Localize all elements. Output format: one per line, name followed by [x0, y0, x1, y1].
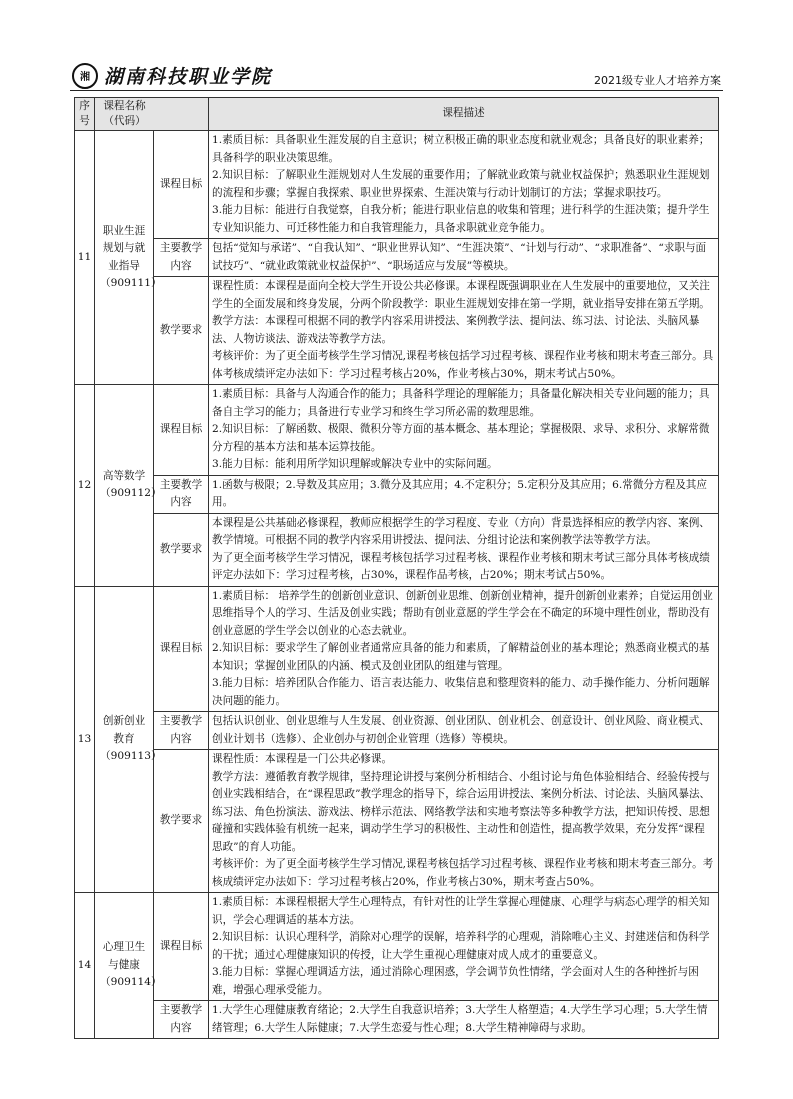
table-row — [75, 475, 719, 513]
row-description — [209, 712, 719, 750]
course-name-cell — [95, 893, 162, 1039]
row-description — [209, 475, 719, 513]
course-code: （909114） — [100, 976, 162, 989]
course-code: （909112） — [100, 487, 162, 500]
table-header-row — [75, 98, 719, 131]
table-row — [75, 385, 719, 476]
course-table — [74, 97, 719, 1039]
description-paragraph: 2.知识目标：要求学生了解创业者通常应具备的能力和素质，了解精益创业的基本理论；熟悉商业模式的基本知识；掌握创业团队的内涵、模式及创业团队的组建与管理。 — [212, 642, 710, 672]
document-title: 2021级专业人才培养方案 — [594, 74, 721, 87]
table-row — [75, 513, 719, 586]
row-label: 课程目标 — [154, 586, 209, 712]
course-name: 职业生涯规划与就业指导 — [102, 224, 146, 272]
description-paragraph: 课程性质：本课程是面向全校大学生开设公共必修课。本课程既强调职业在人生发展中的重要地位，又关注学生的全面发展和终身发展，分两个阶段教学：职业生涯规划安排在第一学期，就业指导安排在第五学期。 — [212, 280, 710, 310]
course-number: 12 — [75, 385, 95, 587]
logo-mark-icon: 湘 — [72, 63, 98, 89]
row-description — [209, 893, 719, 1001]
table-row — [75, 586, 719, 712]
course-code: （909111） — [100, 277, 162, 289]
description-paragraph: 教学方法：本课程可根据不同的教学内容采用讲授法、案例教学法、提问法、练习法、讨论法、头脑风暴法、人物访谈法、游戏法等教学方法。 — [212, 315, 700, 345]
header-num — [75, 98, 95, 131]
row-description — [209, 586, 719, 712]
course-number: 13 — [75, 586, 95, 893]
table-row — [75, 277, 719, 385]
row-description — [209, 277, 719, 385]
row-description — [209, 131, 719, 239]
row-label: 主要教学内容 — [154, 475, 209, 513]
description-paragraph: 教学方法：遵循教育教学规律，坚持理论讲授与案例分析相结合、小组讨论与角色体验相结合、经验传授与创业实践相结合，在“课程思政”教学理念的指导下，综合运用讲授法、案例分析法、讨论法、头脑风暴法、练习法、角色扮演法、游戏法、榜样示范法、网络教学法和实地考察法等多种教学方法，把知识传授、思想碰撞和实践体验有机统一起来，调动学生学习的积极性、主动性和创造性，提高教学效果，充分发挥“课程思政”的育人功能。 — [212, 770, 711, 853]
description-paragraph: 1.函数与极限；2.导数及其应用；3.微分及其应用；4.不定积分；5.定积分及其应用；6.常微分方程及其应用。 — [212, 478, 707, 508]
description-paragraph: 1.素质目标：具备职业生涯发展的自主意识；树立积极正确的职业态度和就业观念；具备良好的职业素养；具备科学的职业决策思维。 — [212, 134, 710, 164]
row-label: 教学要求 — [154, 750, 209, 893]
description-paragraph: 1.素质目标： 培养学生的创新创业意识、创新创业思维、创新创业精神，提升创新创业素养；自觉运用创业思维指导个人的学习、生活及创业实践；帮助有创业意愿的学生学会在不确定的环境中理性创业，帮助没有创业意愿的学生学会以创业的心态去就业。 — [212, 589, 713, 637]
row-label: 课程目标 — [154, 893, 209, 1001]
description-paragraph: 本课程是公共基础必修课程，教师应根据学生的学习程度、专业（方向）背景选择相应的教学内容、案例、教学情境。可根据不同的教学内容采用讲授法、提问法、分组讨论法和案例教学法等教学方法。 — [212, 516, 710, 546]
row-label: 教学要求 — [154, 277, 209, 385]
header-desc: 课程描述 — [209, 98, 719, 131]
row-description — [209, 385, 719, 476]
course-name-cell — [95, 131, 162, 385]
row-description — [209, 513, 719, 586]
course-name: 心理卫生与健康 — [102, 941, 146, 971]
description-paragraph: 课程性质：本课程是一门公共必修课。 — [212, 753, 393, 765]
description-paragraph: 1.素质目标：具备与人沟通合作的能力；具备科学理论的理解能力；具备量化解决相关专业问题的能力；具备自主学习的能力；具备进行专业学习和终生学习所必需的数理思维。 — [212, 388, 710, 418]
course-number: 14 — [75, 893, 95, 1039]
school-name: 湖南科技职业学院 — [104, 66, 273, 88]
header-num-line2: 号 — [79, 115, 90, 127]
course-number: 11 — [75, 131, 95, 385]
school-logo — [72, 62, 272, 89]
description-paragraph: 3.能力目标：培养团队合作能力、语言表达能力、收集信息和整理资料的能力、动手操作能力、分析问题解决问题的能力。 — [212, 677, 710, 707]
description-paragraph: 考核评价：为了更全面考核学生学习情况,课程考核包括学习过程考核、课程作业考核和期末考查三部分。具体考核成绩评定办法如下：学习过程考核占20%，作业考核占30%，期末考试占50%。 — [212, 350, 714, 380]
description-paragraph: 2.知识目标：了解函数、极限、微积分等方面的基本概念、基本理论；掌握极限、求导、求积分、求解常微分方程的基本方法和基本运算技能。 — [212, 423, 710, 453]
table-row — [75, 712, 719, 750]
description-paragraph: 包括“觉知与承诺”、“自我认知”、“职业世界认知”、“生涯决策”、“计划与行动”、“求职准备”、“求职与面试技巧”、“就业政策就业权益保护”、“职场适应与发展”等模块。 — [212, 242, 707, 272]
page-header — [70, 60, 723, 91]
header-num-line1: 序 — [79, 100, 90, 112]
description-paragraph: 3.能力目标：掌握心理调适方法，通过消除心理困惑，学会调节负性情绪，学会面对人生的各种挫折与困难，增强心理承受能力。 — [212, 966, 699, 996]
row-label: 主要教学内容 — [154, 712, 209, 750]
row-label: 课程目标 — [154, 131, 209, 239]
course-name: 高等数学 — [102, 469, 146, 482]
description-paragraph: 2.知识目标：了解职业生涯规划对人生发展的重要作用；了解就业政策与就业权益保护；熟悉职业生涯规划的流程和步骤；掌握自我探索、职业世界探索、生涯决策与行动计划制订的方法；掌握求职技巧。 — [212, 169, 710, 199]
course-name: 创新创业教育 — [102, 715, 146, 745]
description-paragraph: 1.大学生心理健康教育绪论；2.大学生自我意识培养；3.大学生人格塑造；4.大学生学习心理；5.大学生情绪管理；6.大学生人际健康；7.大学生恋爱与性心理；8.大学生精神障碍与求助。 — [212, 1004, 708, 1034]
course-code: （909113） — [100, 750, 162, 762]
row-label: 课程目标 — [154, 385, 209, 476]
description-paragraph: 3.能力目标：能进行自我觉察，自我分析；能进行职业信息的收集和管理；进行科学的生涯决策；提升学生专业知识能力、可迁移性能力和自我管理能力，具备求职就业竞争能力。 — [212, 204, 710, 234]
table-row — [75, 131, 719, 239]
row-description — [209, 1001, 719, 1039]
row-description — [209, 239, 719, 277]
header-name-line1: 课程名称 — [103, 100, 146, 112]
course-name-cell — [95, 586, 162, 893]
table-row — [75, 1001, 719, 1039]
table-row — [75, 239, 719, 277]
description-paragraph: 3.能力目标：能利用所学知识理解或解决专业中的实际问题。 — [212, 458, 498, 470]
description-paragraph: 为了更全面考核学生学习情况，课程考核包括学习过程考核、课程作业考核和期末考试三部分具体考核成绩评定办法如下：学习过程考核，占30%，课程作品考核，占20%；期末考试占50%。 — [212, 551, 710, 581]
header-name-line2: （代码） — [103, 115, 146, 127]
description-paragraph: 2.知识目标：认识心理科学，消除对心理学的误解，培养科学的心理观，消除唯心主义、封建迷信和伪科学的干扰；通过心理健康知识的传授，让大学生重视心理健康对成人成才的重要意义。 — [212, 931, 710, 961]
row-label: 主要教学内容 — [154, 239, 209, 277]
description-paragraph: 考核评价：为了更全面考核学生学习情况,课程考核包括学习过程考核、课程作业考核和期末考查三部分。考核成绩评定办法如下：学习过程考核占20%，作业考核占30%，期末考查占50%。 — [212, 858, 714, 888]
row-description — [209, 750, 719, 893]
description-paragraph: 1.素质目标：本课程根据大学生心理特点，有针对性的让学生掌握心理健康、心理学与病态心理学的相关知识，学会心理调适的基本方法。 — [212, 896, 710, 926]
row-label: 主要教学内容 — [154, 1001, 209, 1039]
row-label: 教学要求 — [154, 513, 209, 586]
course-name-cell — [95, 385, 162, 587]
header-name — [95, 98, 209, 131]
table-row — [75, 893, 719, 1001]
description-paragraph: 包括认识创业、创业思维与人生发展、创业资源、创业团队、创业机会、创意设计、创业风险、商业模式、创业计划书（选修）、企业创办与初创企业管理（选修）等模块。 — [212, 715, 710, 745]
table-row — [75, 750, 719, 893]
